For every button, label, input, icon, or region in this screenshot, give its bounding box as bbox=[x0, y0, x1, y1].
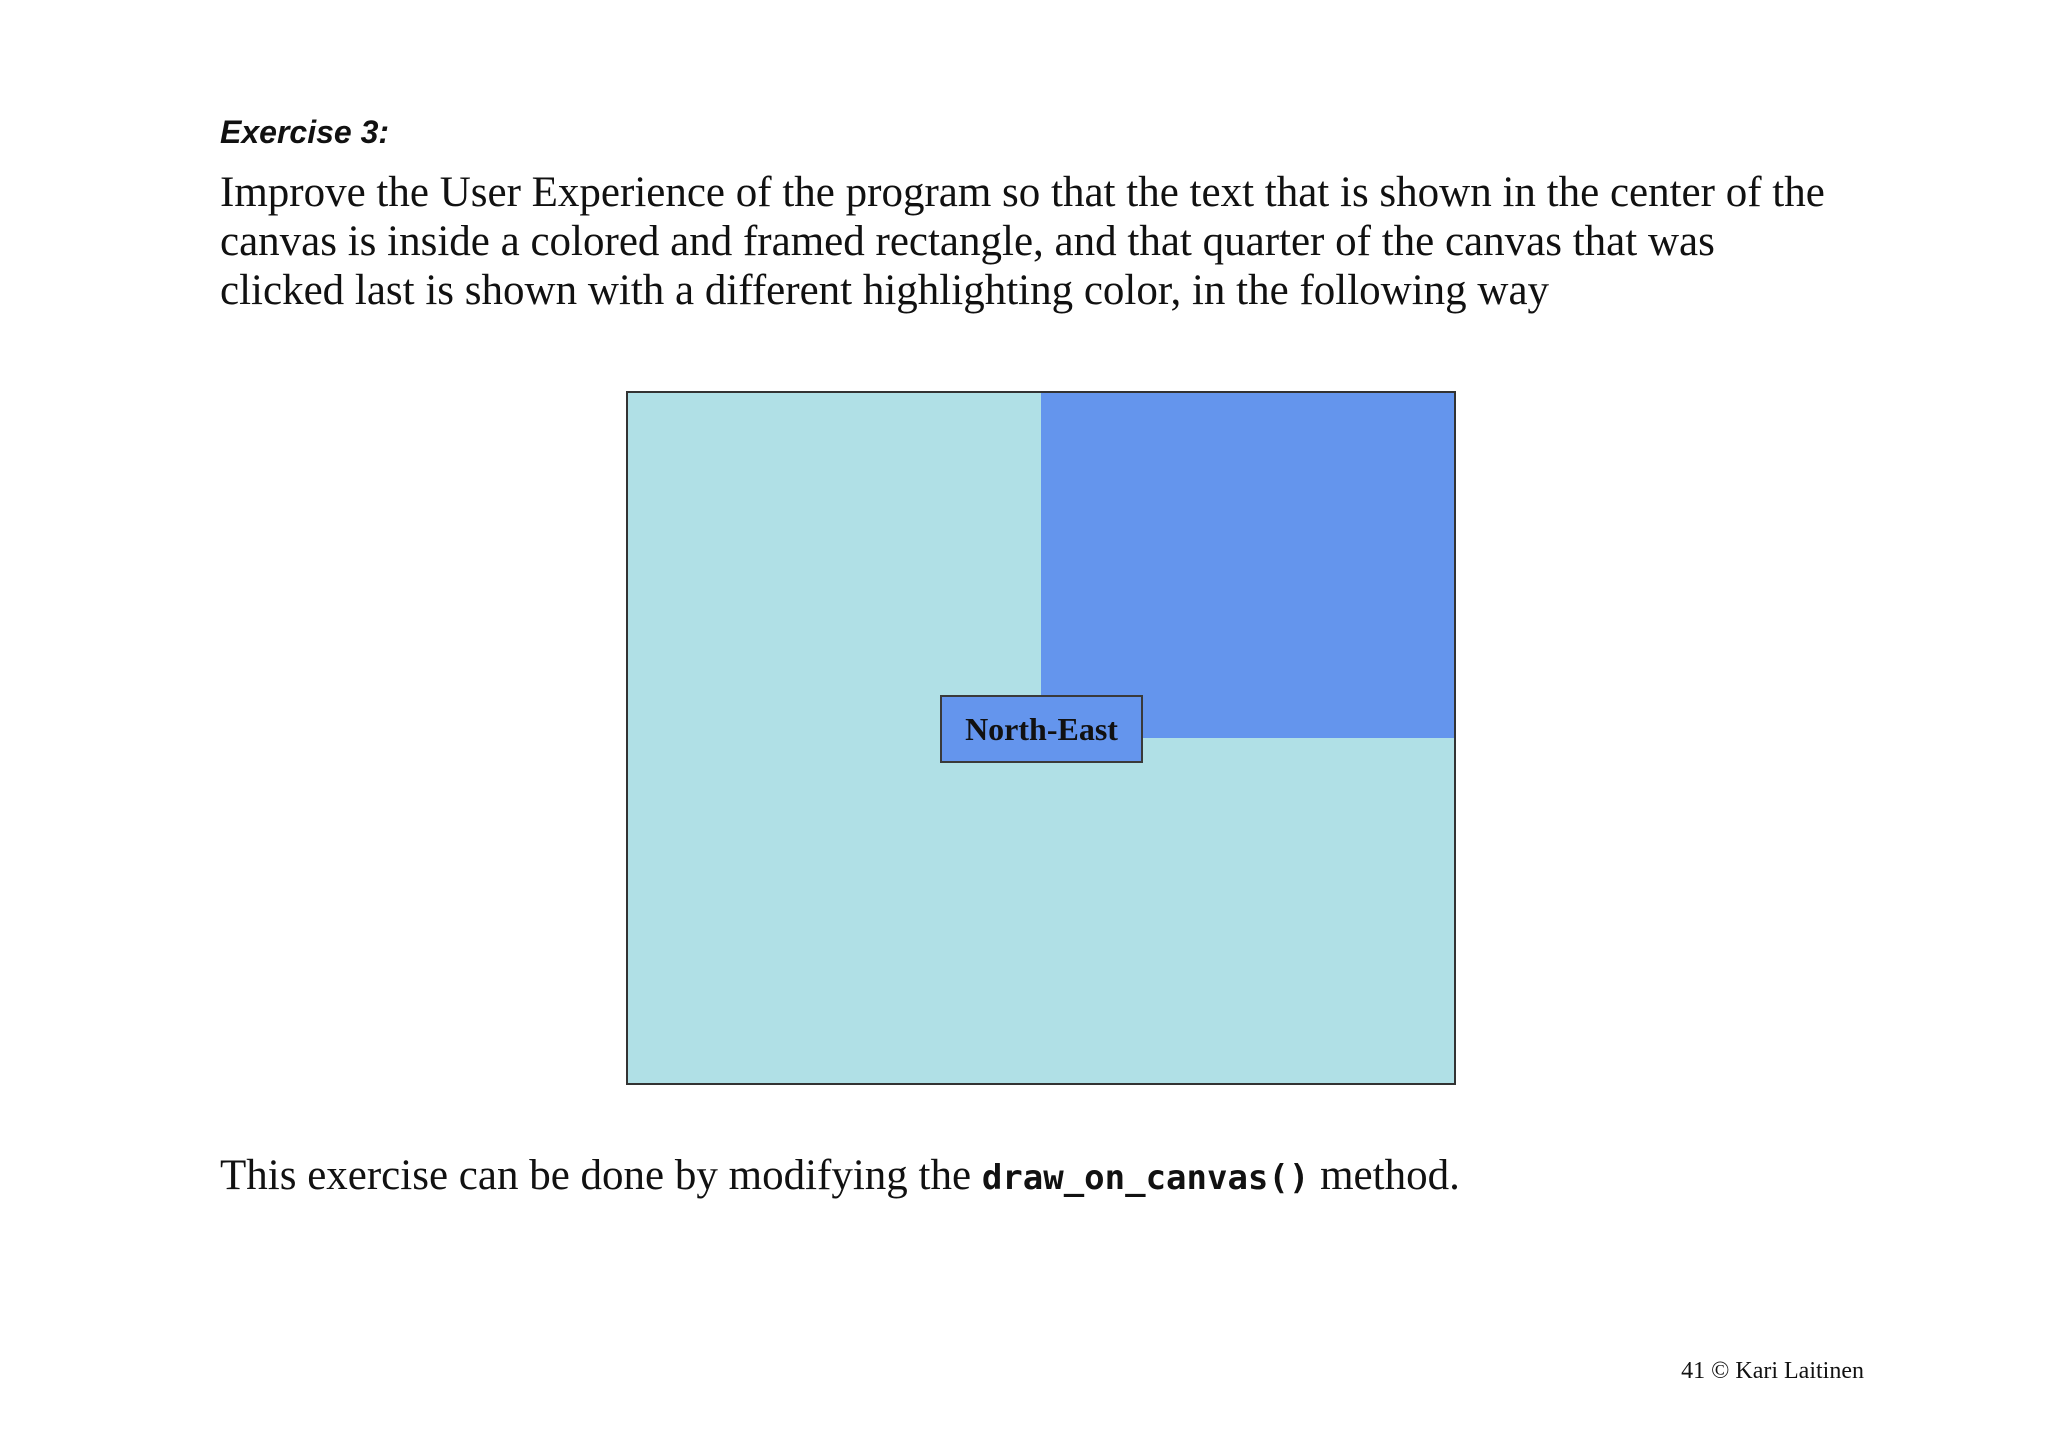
quarter-north-east bbox=[1041, 393, 1454, 738]
quarter-south-west bbox=[628, 738, 1041, 1083]
page-number: 41 bbox=[1681, 1358, 1706, 1384]
example-canvas bbox=[626, 391, 1456, 1085]
copyright-notice: © Kari Laitinen bbox=[1711, 1358, 1864, 1384]
exercise-description bbox=[220, 168, 1900, 315]
description-line-1: Improve the User Experience of the program so that the text that is shown in the center of the bbox=[220, 169, 1825, 216]
closing-text-before: This exercise can be done by modifying the bbox=[220, 1152, 982, 1199]
description-line-2: canvas is inside a colored and framed rectangle, and that quarter of the canvas that was bbox=[220, 218, 1715, 265]
exercise-heading: Exercise 3: bbox=[220, 114, 390, 150]
center-text-rectangle: North-East bbox=[940, 695, 1143, 763]
closing-text-after: method. bbox=[1309, 1152, 1460, 1199]
closing-sentence bbox=[220, 1148, 1460, 1206]
method-name-code: draw_on_canvas() bbox=[981, 1158, 1310, 1198]
page-footer bbox=[1681, 1356, 1864, 1386]
description-line-3: clicked last is shown with a different highlighting color, in the following way bbox=[220, 267, 1550, 314]
quarter-south-east bbox=[1041, 738, 1454, 1083]
quarter-north-west bbox=[628, 393, 1041, 738]
